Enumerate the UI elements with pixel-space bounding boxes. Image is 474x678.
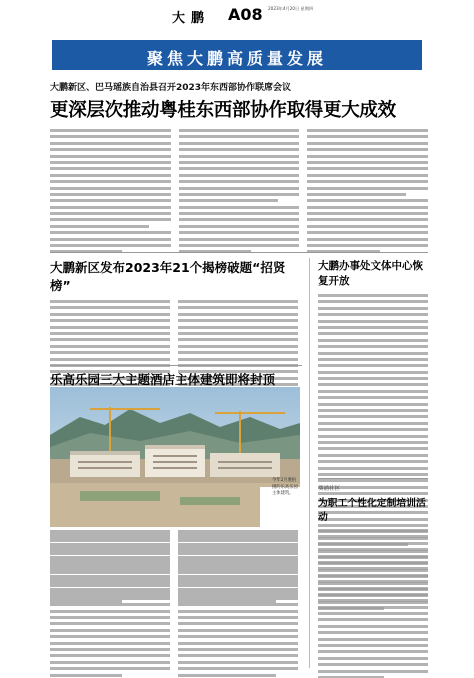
text-line <box>179 187 300 190</box>
text-line <box>318 606 428 609</box>
text-line <box>50 642 170 645</box>
body-column <box>50 129 171 257</box>
text-line <box>318 542 428 545</box>
text-line <box>50 231 171 234</box>
text-line <box>307 187 428 190</box>
lead-story-headline: 更深层次推动粤桂东西部协作取得更大成效 <box>50 100 396 121</box>
text-line <box>178 326 298 329</box>
text-line <box>307 212 428 215</box>
text-line <box>178 345 298 348</box>
text-line <box>50 674 122 677</box>
text-line <box>50 129 171 132</box>
text-line <box>318 409 428 412</box>
text-line <box>178 559 298 562</box>
text-line <box>179 129 300 132</box>
text-line <box>178 358 298 361</box>
text-line <box>50 539 170 542</box>
text-line <box>50 199 171 202</box>
story-recruitment-headline: 大鹏新区发布2023年21个揭榜破题“招贤榜” <box>50 260 286 293</box>
text-line <box>318 352 428 355</box>
text-line <box>178 571 298 574</box>
text-line <box>318 574 428 577</box>
text-line <box>318 555 428 558</box>
text-line <box>178 635 298 638</box>
text-line <box>179 180 300 183</box>
text-line <box>178 591 298 594</box>
text-line <box>50 148 171 151</box>
text-line <box>318 428 428 431</box>
divider <box>318 478 428 479</box>
lead-story <box>50 80 428 257</box>
text-line <box>179 155 300 158</box>
text-line <box>318 618 428 621</box>
text-line <box>179 142 300 145</box>
photo-caption: 今年2月底拍摄的乐高乐园主体建筑。 <box>272 478 298 496</box>
text-line <box>179 206 300 209</box>
column-divider <box>309 258 310 668</box>
text-line <box>50 212 171 215</box>
text-line <box>318 320 428 323</box>
section-banner-title: 聚焦大鹏高质量发展 <box>146 49 327 68</box>
text-line <box>179 193 300 196</box>
text-line <box>50 218 171 221</box>
text-line <box>178 300 298 303</box>
text-line <box>179 218 300 221</box>
text-line <box>178 319 298 322</box>
text-line <box>318 435 428 438</box>
text-line <box>318 479 428 482</box>
text-line <box>50 300 170 303</box>
text-line <box>318 403 428 406</box>
text-line <box>178 654 298 657</box>
text-line <box>178 648 298 651</box>
text-line <box>50 142 171 145</box>
text-line <box>50 180 171 183</box>
text-line <box>307 135 428 138</box>
body-column <box>318 529 428 678</box>
text-line <box>318 358 428 361</box>
text-line <box>307 174 428 177</box>
text-line <box>178 661 298 664</box>
text-line <box>178 533 298 536</box>
text-line <box>179 238 300 241</box>
text-line <box>318 396 428 399</box>
text-line <box>50 351 170 354</box>
text-line <box>50 155 171 158</box>
text-line <box>50 584 170 587</box>
text-line <box>318 460 428 463</box>
text-line <box>318 593 428 596</box>
text-line <box>318 307 428 310</box>
text-line <box>50 533 170 536</box>
text-line <box>318 529 428 532</box>
text-line <box>178 642 298 645</box>
text-line <box>307 206 428 209</box>
text-line <box>307 244 428 247</box>
text-line <box>318 300 428 303</box>
body-column <box>179 129 300 257</box>
text-line <box>318 473 428 476</box>
text-line <box>178 622 298 625</box>
text-line <box>178 313 298 316</box>
text-line <box>178 674 276 677</box>
text-line <box>307 238 428 241</box>
text-line <box>318 415 428 418</box>
text-line <box>318 364 428 367</box>
text-line <box>179 135 300 138</box>
text-line <box>50 193 171 196</box>
text-line <box>50 546 170 549</box>
text-line <box>50 661 170 664</box>
text-line <box>50 313 170 316</box>
text-line <box>50 174 171 177</box>
text-line <box>179 148 300 151</box>
text-line <box>307 180 428 183</box>
text-line <box>50 244 171 247</box>
text-line <box>50 578 170 581</box>
text-line <box>318 377 428 380</box>
text-line <box>307 161 428 164</box>
story-legoland <box>50 370 298 388</box>
masthead <box>0 0 474 40</box>
text-line <box>307 148 428 151</box>
text-line <box>318 663 428 666</box>
text-line <box>178 332 298 335</box>
body-column <box>307 129 428 257</box>
text-line <box>50 654 170 657</box>
text-line <box>179 231 300 234</box>
text-line <box>318 638 428 641</box>
text-line <box>307 231 428 234</box>
text-line <box>318 390 428 393</box>
text-line <box>50 358 170 361</box>
text-line <box>307 193 406 196</box>
story-culture-center-headline: 大鹏办事处文体中心恢复开放 <box>318 260 423 287</box>
text-line <box>318 467 428 470</box>
story-worker-training-kicker: 葵涌社区 <box>318 486 341 492</box>
text-line <box>318 599 428 602</box>
text-line <box>307 199 428 202</box>
text-line <box>50 597 170 600</box>
text-line <box>307 218 428 221</box>
text-line <box>50 332 170 335</box>
paper-section-name: 大鹏 <box>172 11 211 26</box>
text-line <box>318 326 428 329</box>
text-line <box>318 657 428 660</box>
text-line <box>178 603 298 606</box>
text-line <box>318 383 428 386</box>
masthead-info <box>268 6 378 12</box>
text-line <box>318 612 428 615</box>
text-line <box>318 587 428 590</box>
text-line <box>178 584 298 587</box>
text-line <box>50 326 170 329</box>
text-line <box>179 225 300 228</box>
text-line <box>50 345 170 348</box>
text-line <box>318 313 428 316</box>
text-line <box>50 591 170 594</box>
text-line <box>318 650 428 653</box>
body-column <box>178 533 298 678</box>
text-line <box>318 561 428 564</box>
text-line <box>50 667 170 670</box>
text-line <box>178 597 298 600</box>
text-line <box>318 670 428 673</box>
text-line <box>179 174 300 177</box>
text-line <box>179 244 300 247</box>
text-line <box>50 238 171 241</box>
text-line <box>178 552 298 555</box>
text-line <box>178 610 298 613</box>
story-legoland-headline: 乐高乐园三大主题酒店主体建筑即将封顶 <box>50 372 276 387</box>
divider <box>50 365 302 366</box>
text-line <box>50 648 170 651</box>
text-line <box>50 167 171 170</box>
story-worker-training-headline: 为职工个性化定制培训活动 <box>318 498 426 523</box>
text-line <box>318 580 428 583</box>
text-line <box>50 306 170 309</box>
text-line <box>318 339 428 342</box>
story-worker-training <box>318 484 428 678</box>
text-line <box>318 535 428 538</box>
text-line <box>178 546 298 549</box>
story-legoland-body <box>50 533 298 678</box>
text-line <box>307 155 428 158</box>
text-line <box>318 625 428 628</box>
text-line <box>178 539 298 542</box>
text-line <box>307 225 428 228</box>
text-line <box>178 578 298 581</box>
text-line <box>50 559 170 562</box>
text-line <box>50 565 170 568</box>
text-line <box>179 212 300 215</box>
text-line <box>318 567 428 570</box>
text-line <box>50 610 170 613</box>
text-line <box>50 187 171 190</box>
text-line <box>178 351 298 354</box>
text-line <box>307 129 428 132</box>
text-line <box>318 441 428 444</box>
lead-story-kicker: 大鹏新区、巴马瑶族自治县召开2023年东西部协作联席会议 <box>50 83 292 93</box>
text-line <box>50 225 149 228</box>
text-line <box>50 629 170 632</box>
text-line <box>178 338 298 341</box>
text-line <box>50 635 170 638</box>
text-line <box>178 616 298 619</box>
construction-photo <box>50 387 300 527</box>
body-column <box>50 533 170 678</box>
text-line <box>50 571 170 574</box>
text-line <box>179 161 300 164</box>
text-line <box>307 167 428 170</box>
text-line <box>179 167 300 170</box>
text-line <box>318 422 428 425</box>
text-line <box>318 332 428 335</box>
text-line <box>50 622 170 625</box>
text-line <box>318 644 428 647</box>
text-line <box>307 142 428 145</box>
text-line <box>50 319 170 322</box>
text-line <box>50 616 170 619</box>
text-line <box>318 548 428 551</box>
section-banner <box>52 40 422 70</box>
text-line <box>318 447 428 450</box>
text-line <box>318 371 428 374</box>
text-line <box>50 603 170 606</box>
masthead-date: 2023年4月20日 星期四 <box>268 6 314 11</box>
text-line <box>178 565 298 568</box>
text-line <box>50 206 171 209</box>
text-line <box>50 135 171 138</box>
text-line <box>318 345 428 348</box>
text-line <box>178 629 298 632</box>
text-line <box>178 306 298 309</box>
page-number: A08 <box>228 5 263 24</box>
text-line <box>318 631 428 634</box>
lead-story-body <box>50 129 428 257</box>
text-line <box>318 454 428 457</box>
text-line <box>318 294 428 297</box>
divider <box>50 252 428 253</box>
text-line <box>50 552 170 555</box>
text-line <box>50 338 170 341</box>
text-line <box>179 199 278 202</box>
text-line <box>178 667 298 670</box>
text-line <box>50 161 171 164</box>
